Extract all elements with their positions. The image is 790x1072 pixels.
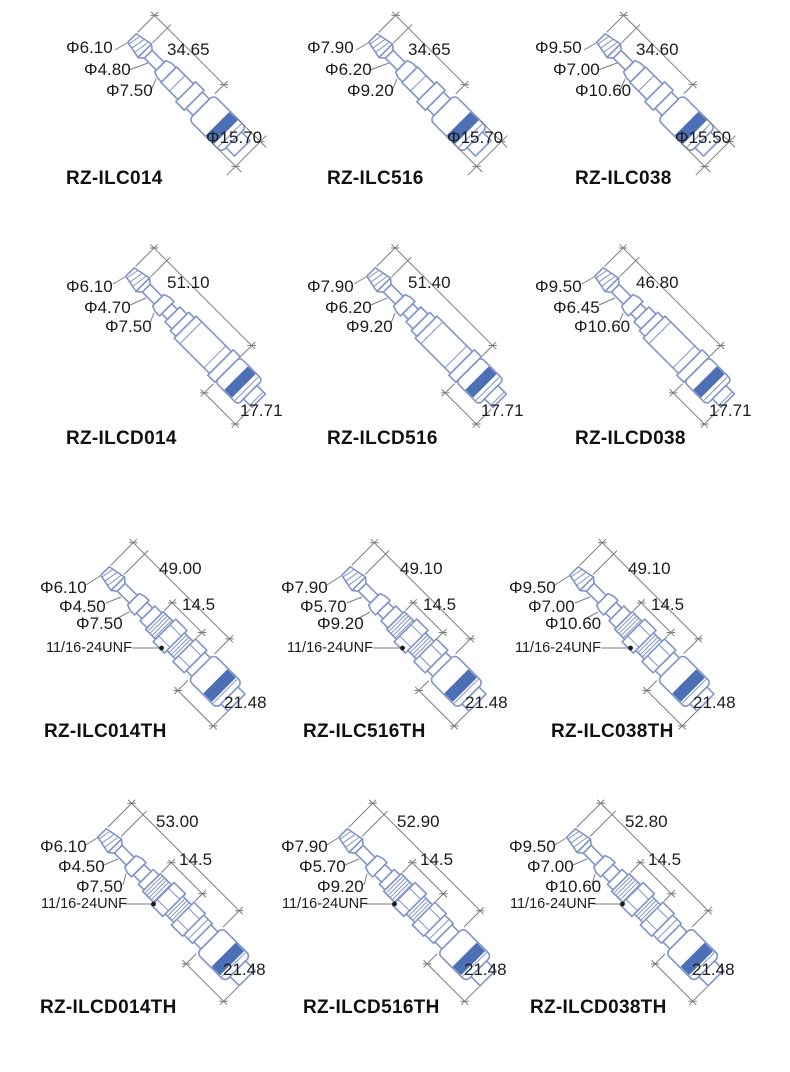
product-cell bbox=[275, 783, 530, 1053]
product-cell bbox=[509, 783, 770, 1053]
dim-label-socket-length: 17.71 bbox=[481, 401, 524, 420]
dim-label-collar-od: Φ10.60 bbox=[545, 877, 602, 896]
dim-label-tip-id: Φ7.00 bbox=[527, 857, 574, 876]
dim-label-collar-od: Φ9.20 bbox=[317, 877, 364, 896]
product-cell bbox=[275, 228, 530, 488]
dim-label-socket-length: 17.71 bbox=[240, 401, 283, 420]
dim-label-tip-od: Φ6.10 bbox=[40, 837, 87, 856]
dim-label-collar-od: Φ9.20 bbox=[346, 317, 393, 336]
product-cell bbox=[20, 783, 275, 1053]
product-cell bbox=[20, 228, 283, 488]
dim-label-tip-id: Φ4.80 bbox=[84, 60, 131, 79]
product-cell bbox=[275, 8, 530, 218]
dim-label-collar-od: Φ10.60 bbox=[545, 614, 602, 633]
product-name: RZ-ILCD038TH bbox=[530, 997, 667, 1018]
thread-spec-label: 11/16-24UNF bbox=[41, 896, 127, 912]
dim-label-tip-od: Φ7.90 bbox=[281, 837, 328, 856]
dim-label-length: 51.10 bbox=[167, 273, 210, 292]
product-name: RZ-ILCD038 bbox=[575, 428, 686, 449]
dim-label-tip-od: Φ6.10 bbox=[66, 38, 113, 57]
dim-label-length: 53.00 bbox=[156, 812, 199, 831]
dim-label-tip-id: Φ4.70 bbox=[84, 298, 131, 317]
dim-label-length: 49.10 bbox=[628, 559, 671, 578]
dim-label-length: 52.90 bbox=[397, 812, 440, 831]
dim-label-thread-length: 14.5 bbox=[179, 850, 213, 869]
dim-label-length: 49.00 bbox=[159, 559, 202, 578]
product-cell bbox=[20, 515, 275, 775]
product-name: RZ-ILCD014TH bbox=[40, 997, 177, 1018]
dim-label-thread-length: 14.5 bbox=[182, 595, 216, 614]
dim-label-socket-length: 21.48 bbox=[224, 693, 267, 712]
dim-label-length: 34.65 bbox=[167, 40, 210, 59]
product-name: RZ-ILC038 bbox=[575, 168, 672, 189]
dim-label-collar-od: Φ10.60 bbox=[574, 317, 631, 336]
thread-spec-label: 11/16-24UNF bbox=[510, 896, 596, 912]
dim-label-tip-id: Φ6.20 bbox=[325, 60, 372, 79]
dim-label-tip-od: Φ9.50 bbox=[509, 837, 556, 856]
dim-label-tip-od: Φ7.90 bbox=[307, 277, 354, 296]
dim-label-tip-od: Φ6.10 bbox=[40, 578, 87, 597]
product-name: RZ-ILC516TH bbox=[303, 721, 426, 742]
dim-label-tip-id: Φ5.70 bbox=[299, 857, 346, 876]
product-name: RZ-ILCD014 bbox=[66, 428, 177, 449]
dim-label-tip-id: Φ5.70 bbox=[300, 597, 347, 616]
dim-label-socket-od: Φ15.50 bbox=[675, 128, 732, 147]
dim-label-length: 49.10 bbox=[400, 559, 443, 578]
product-cell bbox=[515, 228, 770, 488]
dim-label-thread-length: 14.5 bbox=[651, 595, 685, 614]
dim-label-socket-length: 21.48 bbox=[693, 693, 736, 712]
product-cell bbox=[509, 515, 770, 775]
thread-spec-label: 11/16-24UNF bbox=[46, 640, 132, 656]
dim-label-collar-od: Φ7.50 bbox=[76, 877, 123, 896]
dim-label-thread-length: 14.5 bbox=[423, 595, 457, 614]
product-cell bbox=[515, 8, 770, 218]
dim-label-tip-od: Φ9.50 bbox=[535, 38, 582, 57]
dim-label-tip-od: Φ6.10 bbox=[66, 277, 113, 296]
dim-label-socket-length: 21.48 bbox=[465, 693, 508, 712]
dim-label-collar-od: Φ10.60 bbox=[575, 81, 632, 100]
thread-spec-label: 11/16-24UNF bbox=[515, 640, 601, 656]
product-name: RZ-ILCD516TH bbox=[303, 997, 440, 1018]
dim-label-socket-length: 21.48 bbox=[692, 960, 735, 979]
dim-label-tip-od: Φ9.50 bbox=[535, 277, 582, 296]
dim-label-collar-od: Φ9.20 bbox=[347, 81, 394, 100]
dim-label-socket-od: Φ15.70 bbox=[206, 128, 263, 147]
dim-label-tip-od: Φ7.90 bbox=[307, 38, 354, 57]
dim-label-socket-od: Φ15.70 bbox=[447, 128, 504, 147]
dim-label-tip-id: Φ6.45 bbox=[553, 298, 600, 317]
dim-label-length: 46.80 bbox=[636, 273, 679, 292]
thread-spec-label: 11/16-24UNF bbox=[287, 640, 373, 656]
dim-label-tip-id: Φ7.00 bbox=[553, 60, 600, 79]
product-name: RZ-ILC038TH bbox=[551, 721, 674, 742]
dim-label-thread-length: 14.5 bbox=[648, 850, 682, 869]
dim-label-socket-length: 21.48 bbox=[223, 960, 266, 979]
dim-label-tip-od: Φ9.50 bbox=[509, 578, 556, 597]
product-name: RZ-ILCD516 bbox=[327, 428, 438, 449]
product-cell bbox=[275, 515, 530, 775]
dim-label-tip-id: Φ4.50 bbox=[59, 597, 106, 616]
dim-label-thread-length: 14.5 bbox=[420, 850, 454, 869]
dim-label-collar-od: Φ7.50 bbox=[106, 81, 153, 100]
dim-label-collar-od: Φ9.20 bbox=[317, 614, 364, 633]
dim-label-socket-length: 17.71 bbox=[709, 401, 752, 420]
product-cell bbox=[20, 8, 275, 218]
dim-label-tip-id: Φ6.20 bbox=[325, 298, 372, 317]
product-name: RZ-ILC014 bbox=[66, 168, 163, 189]
dim-label-length: 34.60 bbox=[636, 40, 679, 59]
dim-label-tip-id: Φ4.50 bbox=[58, 857, 105, 876]
dim-label-length: 51.40 bbox=[408, 273, 451, 292]
dim-label-length: 52.80 bbox=[625, 812, 668, 831]
dim-label-length: 34.65 bbox=[408, 40, 451, 59]
dim-label-collar-od: Φ7.50 bbox=[105, 317, 152, 336]
dim-label-tip-od: Φ7.90 bbox=[281, 578, 328, 597]
dim-label-tip-id: Φ7.00 bbox=[528, 597, 575, 616]
product-name: RZ-ILC516 bbox=[327, 168, 424, 189]
dim-label-socket-length: 21.48 bbox=[464, 960, 507, 979]
dim-label-collar-od: Φ7.50 bbox=[76, 614, 123, 633]
product-name: RZ-ILC014TH bbox=[44, 721, 167, 742]
thread-spec-label: 11/16-24UNF bbox=[282, 896, 368, 912]
